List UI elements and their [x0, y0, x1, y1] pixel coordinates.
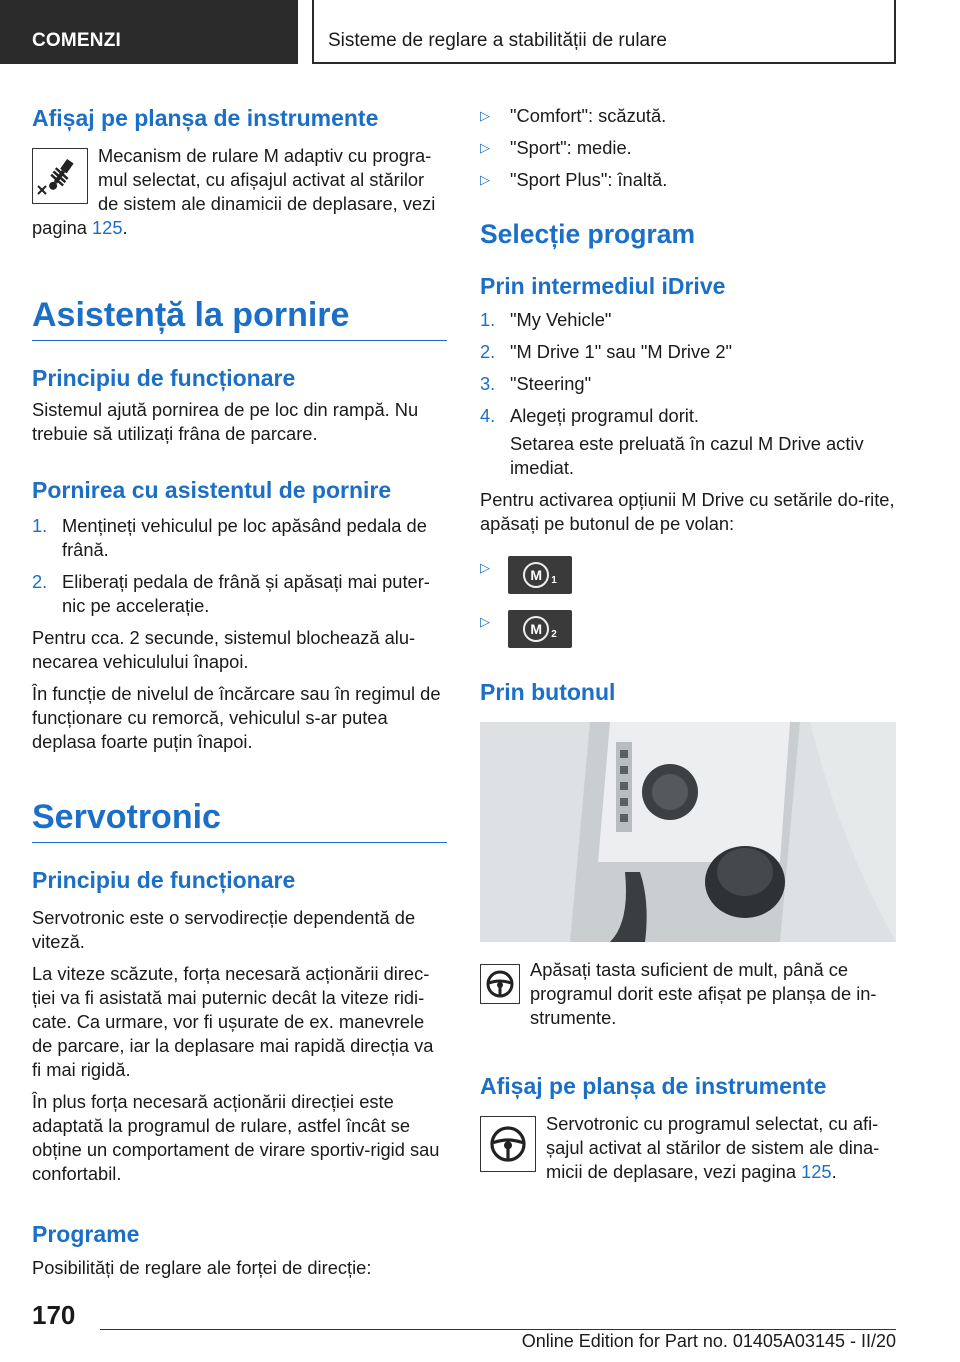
asistenta-heading: Asistență la pornire [32, 294, 447, 341]
m1-button-icon: M 1 [508, 556, 572, 594]
afisaj-block [32, 144, 447, 254]
idrive-heading: Prin intermediul iDrive [480, 273, 726, 299]
page-number: 170 [32, 1300, 76, 1330]
footer-divider [100, 1329, 896, 1330]
principiu-heading-2: Principiu de funcționare [32, 867, 296, 893]
chapter-title: Sisteme de reglare a stabilității de rulare [312, 0, 896, 64]
buton-block [480, 958, 896, 1038]
pornirea-heading: Pornirea cu asistentul de pornire [32, 477, 392, 503]
md-text: Pentru activarea opțiunii M Drive cu setările do-rite, apăsați pe butonul de pe volan: [480, 489, 895, 534]
center-console-image [480, 722, 896, 942]
afisaj-page-prefix: pagina [32, 217, 92, 238]
list-item: 4. Alegeți programul dorit. [480, 405, 699, 426]
page-link-125[interactable]: 125 [801, 1161, 832, 1182]
afisaj2-text: Servotronic cu programul selectat, cu afi-șajul activat al stărilor de sistem ale dina-micii de deplasare, vezi pagina 125. [546, 1113, 880, 1182]
pornirea-para-2: În funcție de nivelul de încărcare sau în regimul de funcționare cu remorcă, vehiculul s-ar putea deplasa foarte puțin înapoi. [32, 683, 441, 752]
page-link-125[interactable]: 125 [91, 217, 123, 238]
bullet-triangle-icon: ▷ [480, 140, 490, 155]
servo-para-2: La viteze scăzute, forța necesară acționării direc-ției va fi asistată mai puternic decât la viteze ridi-cate. Ca urmare, vor fi ușurate de ex. manevrele de parcare, iar la deplasare mai rapidă direcția va fi mai rigidă. [32, 963, 434, 1080]
list-item: 1. "My Vehicle" [480, 309, 612, 330]
servotronic-heading: Servotronic [32, 796, 447, 843]
programe-text: Posibilități de reglare ale forței de direcție: [32, 1257, 372, 1278]
selectie-heading: Selecție program [480, 219, 696, 249]
idrive-steps [480, 308, 896, 536]
principiu-heading-1: Principiu de funcționare [32, 365, 296, 391]
idrive-note: Setarea este preluată în cazul M Drive activ imediat. [510, 433, 864, 478]
list-item: 1. Mențineți vehiculul pe loc apăsând pedala de frână. [32, 515, 427, 560]
steering-wheel-icon [480, 1116, 536, 1172]
shock-absorber-icon [32, 148, 88, 204]
steering-wheel-icon [480, 964, 520, 1004]
program-bullets [480, 104, 896, 192]
bullet-triangle-icon: ▷ [480, 172, 490, 187]
section-tab: COMENZI [0, 0, 298, 64]
buton-text: Apăsați tasta suficient de mult, până ce programul dorit este afișat pe planșa de in-strumente. [530, 959, 877, 1028]
list-item: 3. "Steering" [480, 373, 592, 394]
pornirea-para-1: Pentru cca. 2 secunde, sistemul blochează alu-necarea vehiculului înapoi. [32, 627, 416, 672]
m1-bullet [480, 556, 896, 596]
afisaj-text: Mecanism de rulare M adaptiv cu progra-mul selectat, cu afișajul activat al stărilor de sistem ale dinamicii de deplasare, vezi [98, 145, 436, 214]
servo-para-1: Servotronic este o servodirecție dependentă de viteză. [32, 907, 416, 952]
pornirea-steps [32, 514, 447, 754]
bullet-triangle-icon: ▷ [480, 560, 490, 575]
list-item: ▷ "Comfort": scăzută. [480, 105, 667, 126]
m2-button-icon: M 2 [508, 610, 572, 648]
principiu-text-1: Sistemul ajută pornirea de pe loc din rampă. Nu trebuie să utilizați frâna de parcare. [32, 399, 419, 444]
afisaj-page-ref: pagina 125. [32, 217, 128, 238]
bullet-triangle-icon: ▷ [480, 108, 490, 123]
edition-text: Online Edition for Part no. 01405A03145 - II/20 [521, 1331, 896, 1351]
afisaj2-block [480, 1112, 896, 1192]
bullet-triangle-icon: ▷ [480, 614, 490, 629]
buton-heading: Prin butonul [480, 679, 616, 705]
afisaj-heading: Afișaj pe planșa de instrumente [32, 105, 379, 131]
programe-heading: Programe [32, 1221, 140, 1247]
servo-para-3: În plus forța necesară acționării direcției este adaptată la programul de rulare, astfel încât se obține un comportament de virare sportiv-rigid sau confortabil. [32, 1091, 440, 1184]
list-item: ▷ "Sport": medie. [480, 137, 632, 158]
list-item: 2. "M Drive 1" sau "M Drive 2" [480, 341, 733, 362]
m2-bullet [480, 610, 896, 650]
list-item: 2. Eliberați pedala de frână și apăsați mai puter-nic pe accelerație. [32, 571, 430, 616]
list-item: ▷ "Sport Plus": înaltă. [480, 169, 668, 190]
servotronic-body [32, 906, 447, 1186]
afisaj2-heading: Afișaj pe planșa de instrumente [480, 1073, 827, 1099]
